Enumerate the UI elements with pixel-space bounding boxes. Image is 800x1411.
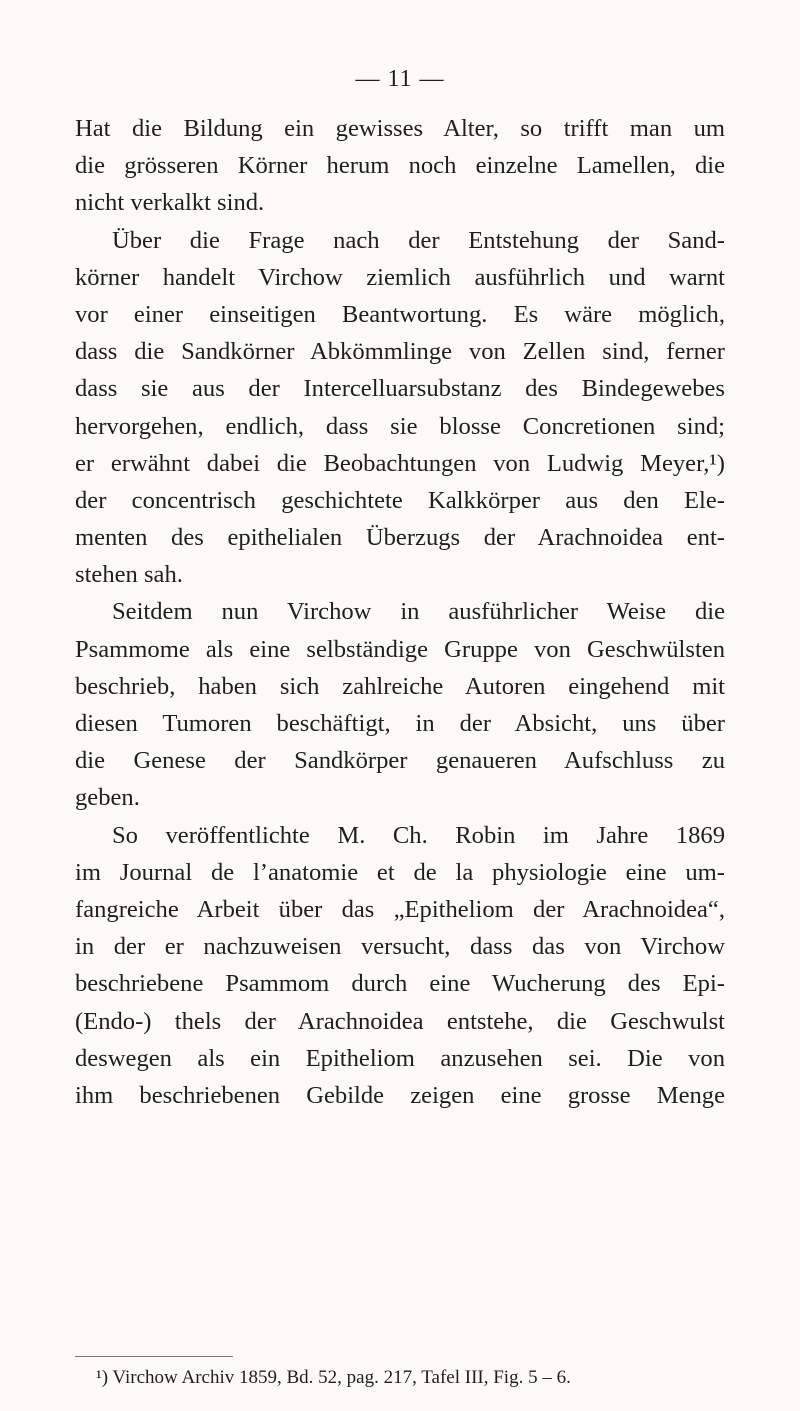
- text-line: menten des epithelialen Überzugs der Arachnoidea ent-: [75, 524, 725, 552]
- text-line: Über die Frage nach der Entstehung der Sand-: [112, 226, 725, 254]
- text-line: die Genese der Sandkörper genaueren Aufschluss zu: [75, 747, 725, 775]
- text-line: geben.: [75, 784, 140, 812]
- text-line: nicht verkalkt sind.: [75, 189, 265, 217]
- page-number: — 11 —: [355, 66, 445, 92]
- text-line: Psammome als eine selbständige Gruppe von Geschwülsten: [75, 635, 725, 663]
- text-line: dass die Sandkörner Abkömmlinge von Zellen sind, ferner: [75, 338, 725, 366]
- text-line: stehen sah.: [75, 561, 183, 589]
- text-line: die grösseren Körner herum noch einzelne Lamellen, die: [75, 152, 725, 180]
- text-line: deswegen als ein Epitheliom anzusehen sei. Die von: [75, 1044, 725, 1072]
- text-line: Seitdem nun Virchow in ausführlicher Weise die: [112, 598, 725, 626]
- text-line: im Journal de l’anatomie et de la physiologie eine um-: [75, 858, 725, 886]
- text-line: dass sie aus der Intercelluarsubstanz des Bindegewebes: [75, 375, 725, 403]
- text-line: ihm beschriebenen Gebilde zeigen eine grosse Menge: [75, 1081, 725, 1109]
- text-line: vor einer einseitigen Beantwortung. Es wäre möglich,: [75, 300, 725, 328]
- text-line: diesen Tumoren beschäftigt, in der Absicht, uns über: [75, 710, 725, 737]
- text-line: beschriebene Psammom durch eine Wucherung des Epi-: [75, 970, 725, 998]
- text-line: hervorgehen, endlich, dass sie blosse Concretionen sind;: [75, 412, 725, 440]
- text-line: So veröffentlichte M. Ch. Robin im Jahre 1869: [112, 821, 725, 849]
- text-line: (Endo-) thels der Arachnoidea entstehe, die Geschwulst: [75, 1007, 725, 1035]
- text-line: körner handelt Virchow ziemlich ausführlich und warnt: [75, 263, 725, 291]
- text-line: er erwähnt dabei die Beobachtungen von Ludwig Meyer,¹): [75, 449, 725, 477]
- text-line: fangreiche Arbeit über das „Epitheliom der Arachnoidea“,: [75, 895, 725, 923]
- footnote: ¹) Virchow Archiv 1859, Bd. 52, pag. 217, Tafel III, Fig. 5 – 6.: [96, 1367, 571, 1388]
- body-text: [75, 110, 725, 1114]
- text-line: in der er nachzuweisen versucht, dass das von Virchow: [75, 933, 725, 961]
- footnote-divider: [75, 1356, 233, 1357]
- text-line: beschrieb, haben sich zahlreiche Autoren eingehend mit: [75, 672, 725, 700]
- text-line: der concentrisch geschichtete Kalkkörper aus den Ele-: [75, 486, 725, 514]
- text-line: Hat die Bildung ein gewisses Alter, so trifft man um: [75, 115, 725, 142]
